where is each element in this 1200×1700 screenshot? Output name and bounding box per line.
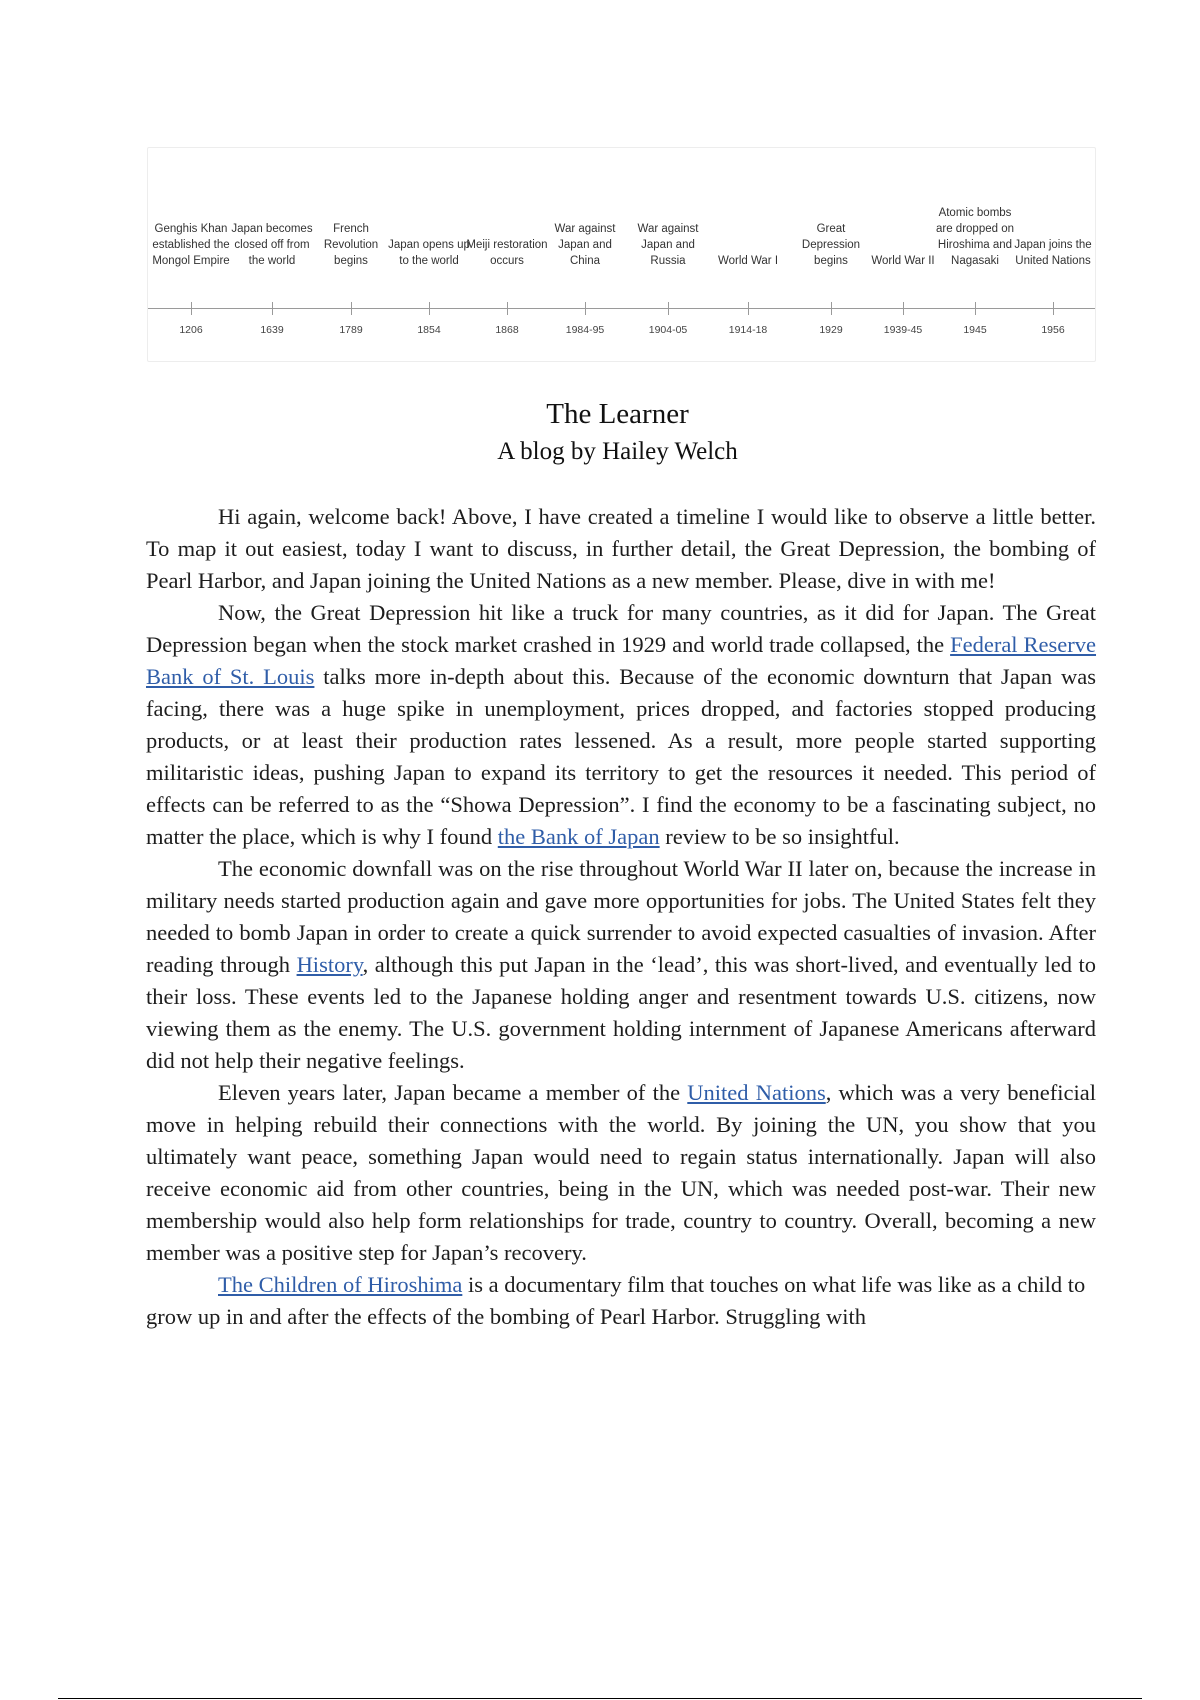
paragraph-text: , which was a very beneficial move in helping rebuild their connections with the world. By joining the UN, you show that you ultimately want peace, something Japan would need to regain status internationally. Japan will also receive economic aid from other countries, being in the UN, which was needed post-war. Their new membership would also help form relationships for trade, country to country. Overall, becoming a new member was a positive step for Japan’s recovery. <box>146 1080 1096 1265</box>
paragraph-text: is a documentary film that touches on what life was like as a child to grow up in and after the effects of the bombing of Pearl Harbor. Struggling with <box>146 1272 1086 1329</box>
paragraph-documentary <box>146 1269 1096 1333</box>
timeline-event-label: World War II <box>871 255 935 267</box>
timeline-event-label: War against Japan and Russia <box>637 223 699 267</box>
link-children-of-hiroshima[interactable]: The Children of Hiroshima <box>218 1272 463 1297</box>
timeline-axis <box>148 308 1095 309</box>
paragraph-text: Hi again, welcome back! Above, I have created a timeline I would like to observe a little better. To map it out easiest, today I want to discuss, in further detail, the Great Depression, the bombing of Pearl Harbor, and Japan joining the United Nations as a new member. Please, dive in with me! <box>146 504 1096 593</box>
link-united-nations[interactable]: United Nations <box>687 1080 826 1105</box>
paragraph-united-nations <box>146 1077 1096 1269</box>
paragraph-intro <box>146 501 1096 597</box>
timeline-year: 1914-18 <box>728 324 768 336</box>
paragraph-world-war-ii <box>146 853 1096 1077</box>
timeline-event-label: Meiji restoration occurs <box>466 239 548 267</box>
timeline-year: 1945 <box>963 324 987 336</box>
timeline-year: 1956 <box>1041 324 1065 336</box>
timeline-event-label: Great Depression begins <box>801 223 861 267</box>
blog-subtitle: A blog by Hailey Welch <box>497 438 738 465</box>
timeline-event-label: Atomic bombs are dropped on Hiroshima and Nagasaki <box>935 207 1014 267</box>
article-body <box>146 501 1096 1333</box>
timeline-event-label: Genghis Khan established the Mongol Empire <box>152 223 230 267</box>
timeline-year: 1904-05 <box>648 324 688 336</box>
timeline-tick <box>507 302 508 315</box>
paragraph-text: talks more in-depth about this. Because of the economic downturn that Japan was facing, there was a huge spike in unemployment, prices dropped, and factories stopped producing products, or at least their production rates lessened. As a result, more people started supporting militaristic ideas, pushing Japan to expand its territory to get the resources it needed. This period of effects can be referred to as the “Showa Depression”. I find the economy to be a fascinating subject, no matter the place, which is why I found <box>146 664 1096 849</box>
link-bank-of-japan[interactable]: the Bank of Japan <box>497 824 660 849</box>
timeline-tick <box>831 302 832 315</box>
timeline-tick <box>975 302 976 315</box>
timeline-tick <box>429 302 430 315</box>
timeline-tick <box>351 302 352 315</box>
timeline-tick <box>585 302 586 315</box>
link-history[interactable]: History <box>296 952 363 977</box>
blog-title: The Learner <box>546 398 689 430</box>
timeline-tick <box>668 302 669 315</box>
paragraph-text: Eleven years later, Japan became a member of the <box>218 1080 688 1105</box>
timeline-year: 1854 <box>417 324 441 336</box>
timeline-year: 1939-45 <box>883 324 923 336</box>
paragraph-text: Now, the Great Depression hit like a truck for many countries, as it did for Japan. The Great Depression began when the stock market crashed in 1929 and world trade collapsed, the <box>146 600 1096 657</box>
timeline-tick <box>191 302 192 315</box>
paragraph-text: The economic downfall was on the rise throughout World War II later on, because the increase in military needs started production again and gave more opportunities for jobs. The United States felt they needed to bomb Japan in order to create a quick surrender to avoid expected casualties of invasion. After reading through <box>146 856 1096 977</box>
timeline-year: 1984-95 <box>565 324 605 336</box>
timeline-event-label: Japan opens up to the world <box>388 239 470 267</box>
timeline-event-label: French Revolution begins <box>323 223 379 267</box>
timeline-event-label: Japan joins the United Nations <box>1014 239 1092 267</box>
timeline-event-label: Japan becomes closed off from the world <box>231 223 313 267</box>
timeline-event-label: War against Japan and China <box>554 223 616 267</box>
timeline-year: 1206 <box>179 324 203 336</box>
timeline-year: 1929 <box>819 324 843 336</box>
timeline-event-label: World War I <box>717 255 779 267</box>
paragraph-text: , although this put Japan in the ‘lead’, this was short-lived, and eventually led to their loss. These events led to the Japanese holding anger and resentment towards U.S. citizens, now viewing them as the enemy. The U.S. government holding internment of Japanese Americans afterward did not help their negative feelings. <box>146 952 1096 1073</box>
timeline-year: 1789 <box>339 324 363 336</box>
timeline-tick <box>1053 302 1054 315</box>
link-federal-reserve[interactable]: Federal Reserve Bank of St. Louis <box>146 632 1097 689</box>
timeline-tick <box>272 302 273 315</box>
timeline-tick <box>903 302 904 315</box>
paragraph-great-depression <box>146 597 1096 853</box>
timeline-year: 1868 <box>495 324 519 336</box>
paragraph-text: review to be so insightful. <box>659 824 900 849</box>
page-bottom-rule <box>58 1698 1142 1699</box>
timeline-figure <box>147 147 1096 362</box>
timeline-year: 1639 <box>260 324 284 336</box>
timeline-tick <box>748 302 749 315</box>
